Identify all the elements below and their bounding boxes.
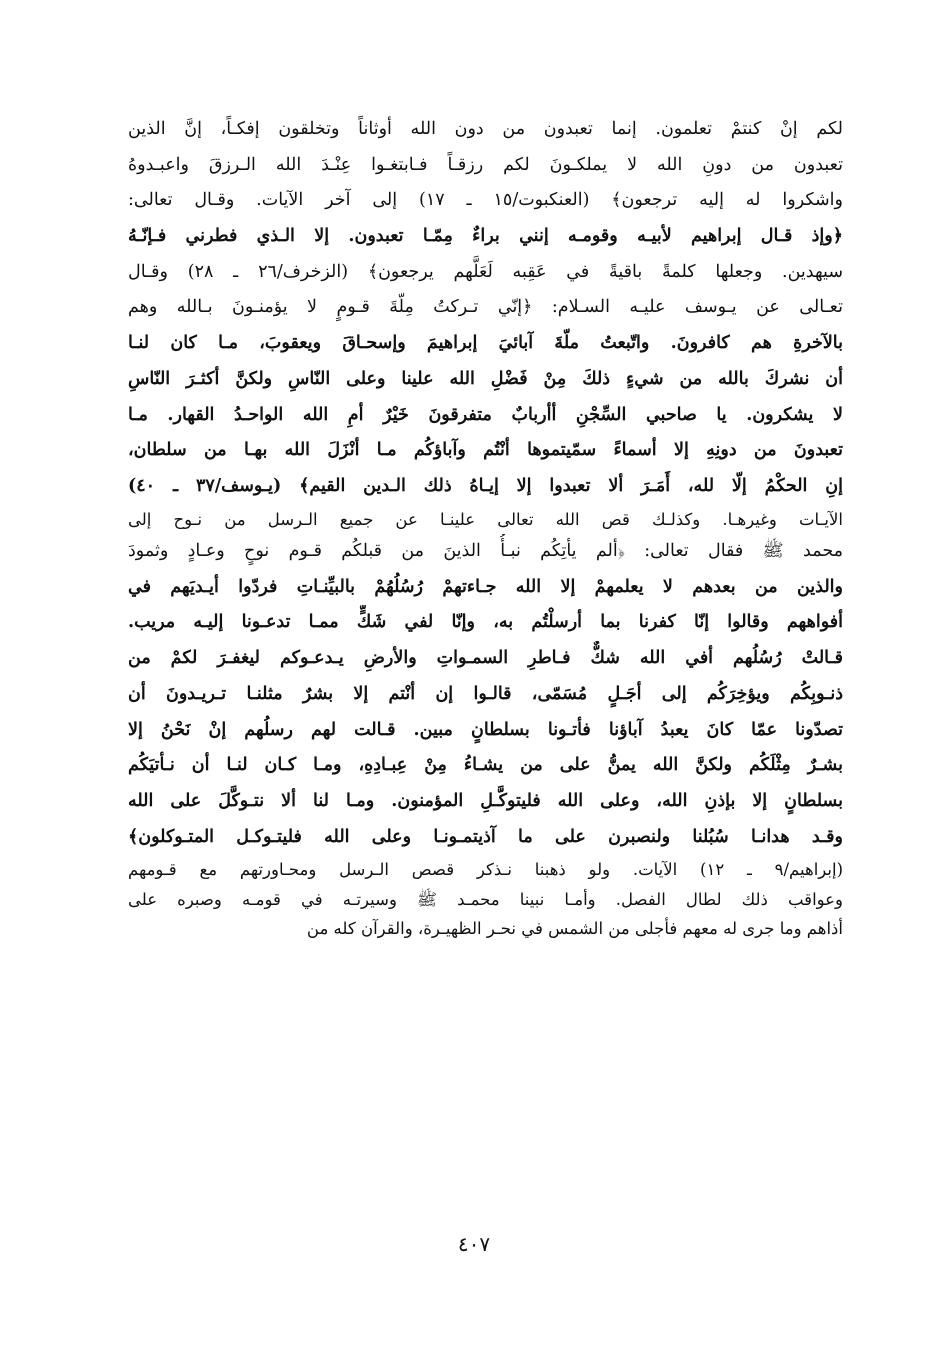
- text-line: سيهدين. وجعلها كلمةً باقيةً في عَقِبه لَعَلَّهم يرجعون﴾ (الزخرف/٢٦ ـ ٢٨) وقـال: [128, 261, 843, 282]
- text-line: أفواههم وقالوا إنّا كفرنا بما أرسلْتُم به، وإنّا لفي شَكٍّ ممـا تدعـونا إليـه مريب.: [128, 612, 843, 633]
- text-line: ﴿وإذ قـال إبراهيم لأبيـه وقومـه إنني براءٌ مِمّـا تعبدون. إلا الـذي فطرني فـإنّـهُ: [128, 226, 843, 247]
- text-line: ذنـوبِكُم ويؤخِرَكُم إلى أجَـلٍ مُسَمّى، قالـوا إن أنْتم إلا بشرٌ مثلنـا تـريـدونَ أن: [128, 683, 843, 704]
- text-line: أن نشركَ بالله من شيءٍ ذلكَ مِنْ فَضْلِ الله علينا وعلى النّاسِ ولكنَّ أكثـرَ النّاسِ: [128, 368, 843, 389]
- text-line: تعـالى عن يـوسف عليـه السـلام: ﴿إنّي تـركتُ مِلّةَ قـومٍ لا يؤمنـونَ بـالله وهم: [128, 297, 843, 318]
- text-line: تعبدونَ من دونِهِ إلا أسماءً سمّيتموها أنْتُم وآباؤكُم مـا أنْزَلَ الله بهـا من سلطان،: [128, 440, 843, 461]
- body-text: [128, 112, 843, 944]
- text-line: لكم إنْ كنتمْ تعلمون. إنما تعبدون من دون الله أوثاناً وتخلقون إفكـاً، إنَّ الذين: [128, 119, 843, 139]
- text-line: واشكروا له إليه ترجعون﴾ (العنكبوت/١٥ ـ ١٧) إلى آخر الآيات. وقـال تعالى:: [128, 190, 843, 211]
- text-line: بشـرٌ مِثْلَكُم ولكنَّ الله يمنُّ على من يشـاءُ مِنْ عِبـادِهِ، ومـا كـان لنـا أن نـأتيَكُم: [128, 755, 843, 776]
- text-line: بالآخرةِ هم كافرونَ. واتّبعتُ ملّةَ آبائيَ إبراهيمَ وإسحـاقَ ويعقوبَ، مـا كان لنـا: [128, 333, 843, 354]
- text-line: (إبراهيم/٩ ـ ١٢) الآيات. ولو ذهبنا نـذكر قصص الـرسل ومحـاورتهم مع قـومهم: [128, 860, 843, 880]
- text-line: بسلطانٍ إلا بإذنِ الله، وعلى الله فليتوكَّـلِ المؤمنون. ومـا لنا ألا نتـوكَّلَ على الله: [128, 790, 843, 811]
- text-line: الآيـات وغيرهـا. وكذلـك قص الله تعالى علينـا عن جميع الـرسل من نـوح إلى: [128, 509, 843, 529]
- text-line: محمد ﷺ فقال تعالى: ﴿ألم يأتِكُم نبـأُ الذينَ من قبلكُم قـوم نوحٍ وعـادٍ وثمودَ: [128, 541, 843, 562]
- page-number: ٤٠٧: [457, 1232, 491, 1256]
- text-line: وقـد هدانـا سُبُلنا ولنصبرن على ما آذيتمـونـا وعلى الله فليتـوكـل المتـوكلون﴾: [128, 826, 843, 847]
- text-line: والذين من بعدهم لا يعلمهمْ إلا الله جـاءتهمْ رُسُلُهُمْ بالبيِّنـاتِ فردّوا أيـديَهم في: [128, 576, 843, 597]
- text-line: تعبدون من دونِ الله لا يملكـونَ لكم رزقـاً فـابتغـوا عِنْـدَ الله الـرزقَ واعبـدوهُ: [128, 154, 843, 175]
- text-line: وعواقب ذلك لطال الفصل. وأمـا نبينا محمـد ﷺ وسيرتـه في قومـه وصبره على: [128, 889, 843, 909]
- text-line: إنِ الحكْمُ إلّا لله، أَمَـرَ ألا تعبدوا إلا إيـاهُ ذلك الـدين القيم﴾ (يـوسف/٣٧ ـ ٤٠): [128, 475, 843, 496]
- text-line: لا يشكرون. يا صاحبي السِّجْنِ أأربابٌ متفرقونَ خَيْرٌ أمِ الله الواحـدُ القهار. مـا: [128, 404, 843, 425]
- text-line: أذاهم وما جرى له معهم فأجلى من الشمس في نحـر الظهيـرة، والقرآن كله من: [306, 919, 843, 939]
- text-line: قـالتْ رُسُلُهم أفي الله شكٌّ فـاطرِ السمـواتِ والأرضِ يـدعـوكم ليغفـرَ لكمْ من: [128, 648, 843, 669]
- text-line: تصدّونا عمّا كانَ يعبدُ آباؤنا فأتـونا بسلطانٍ مبين. قـالت لهم رسلُهم إنْ نَحْنُ إلا: [128, 719, 843, 740]
